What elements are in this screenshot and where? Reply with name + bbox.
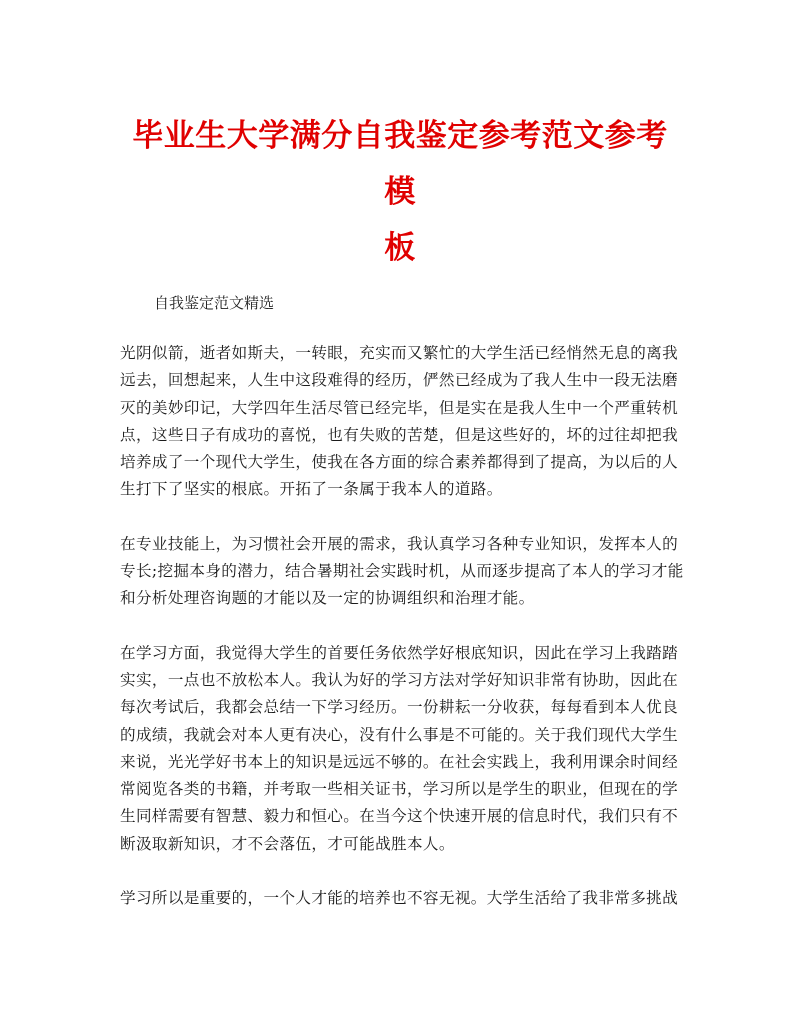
title-line: 毕业生大学满分自我鉴定参考范文参考模 — [132, 118, 668, 210]
text-line: 远去，回想起来，人生中这段难得的经历，俨然已经成为了我人生中一段无法磨 — [120, 371, 679, 390]
text-line: 断汲取新知识，才不会落伍，才可能战胜本人。 — [120, 834, 455, 853]
text-line: 每次考试后，我都会总结一下学习经历。一份耕耘一分收获，每每看到本人优良 — [120, 698, 679, 717]
paragraph-4 — [120, 885, 680, 912]
text-line: 生打下了坚实的根底。开拓了一条属于我本人的道路。 — [120, 480, 503, 499]
text-line: 来说，光光学好书本上的知识是远远不够的。在社会实践上，我利用课余时间经 — [120, 752, 679, 771]
text-line: 在学习方面，我觉得大学生的首要任务依然学好根底知识，因此在学习上我踏踏 — [120, 643, 679, 662]
text-line: 实实，一点也不放松本人。我认为好的学习方法对学好知识非常有协助，因此在 — [120, 670, 679, 689]
text-line: 常阅览各类的书籍，并考取一些相关证书，学习所以是学生的职业，但现在的学 — [120, 780, 679, 799]
title-line: 板 — [384, 230, 416, 266]
text-line: 在专业技能上，为习惯社会开展的需求，我认真学习各种专业知识，发挥本人的 — [120, 534, 679, 553]
text-line: 生同样需要有智慧、毅力和恒心。在当今这个快速开展的信息时代，我们只有不 — [120, 807, 679, 826]
paragraph-3 — [120, 640, 680, 858]
text-line: 专长;挖掘本身的潜力，结合暑期社会实践时机，从而逐步提高了本人的学习才能 — [120, 562, 684, 581]
text-line: 点，这些日子有成功的喜悦，也有失败的苦楚，但是这些好的，坏的过往却把我 — [120, 425, 679, 444]
text-line: 培养成了一个现代大学生，使我在各方面的综合素养都得到了提高，为以后的人 — [120, 453, 679, 472]
document-title — [120, 108, 680, 276]
text-line: 灭的美妙印记，大学四年生活尽管已经完毕，但是实在是我人生中一个严重转机 — [120, 398, 679, 417]
text-line: 光阴似箭，逝者如斯夫，一转眼，充实而又繁忙的大学生活已经悄然无息的离我 — [120, 344, 679, 362]
text-line: 的成绩，我就会对本人更有决心，没有什么事是不可能的。关于我们现代大学生 — [120, 725, 679, 744]
paragraph-2 — [120, 531, 684, 613]
document-subtitle: 自我鉴定范文精选 — [154, 294, 275, 312]
text-line: 和分析处理咨询题的才能以及一定的协调组织和治理才能。 — [120, 589, 535, 608]
paragraph-1 — [120, 340, 680, 504]
text-line: 学习所以是重要的，一个人才能的培养也不容无视。大学生活给了我非常多挑战 — [120, 889, 679, 908]
